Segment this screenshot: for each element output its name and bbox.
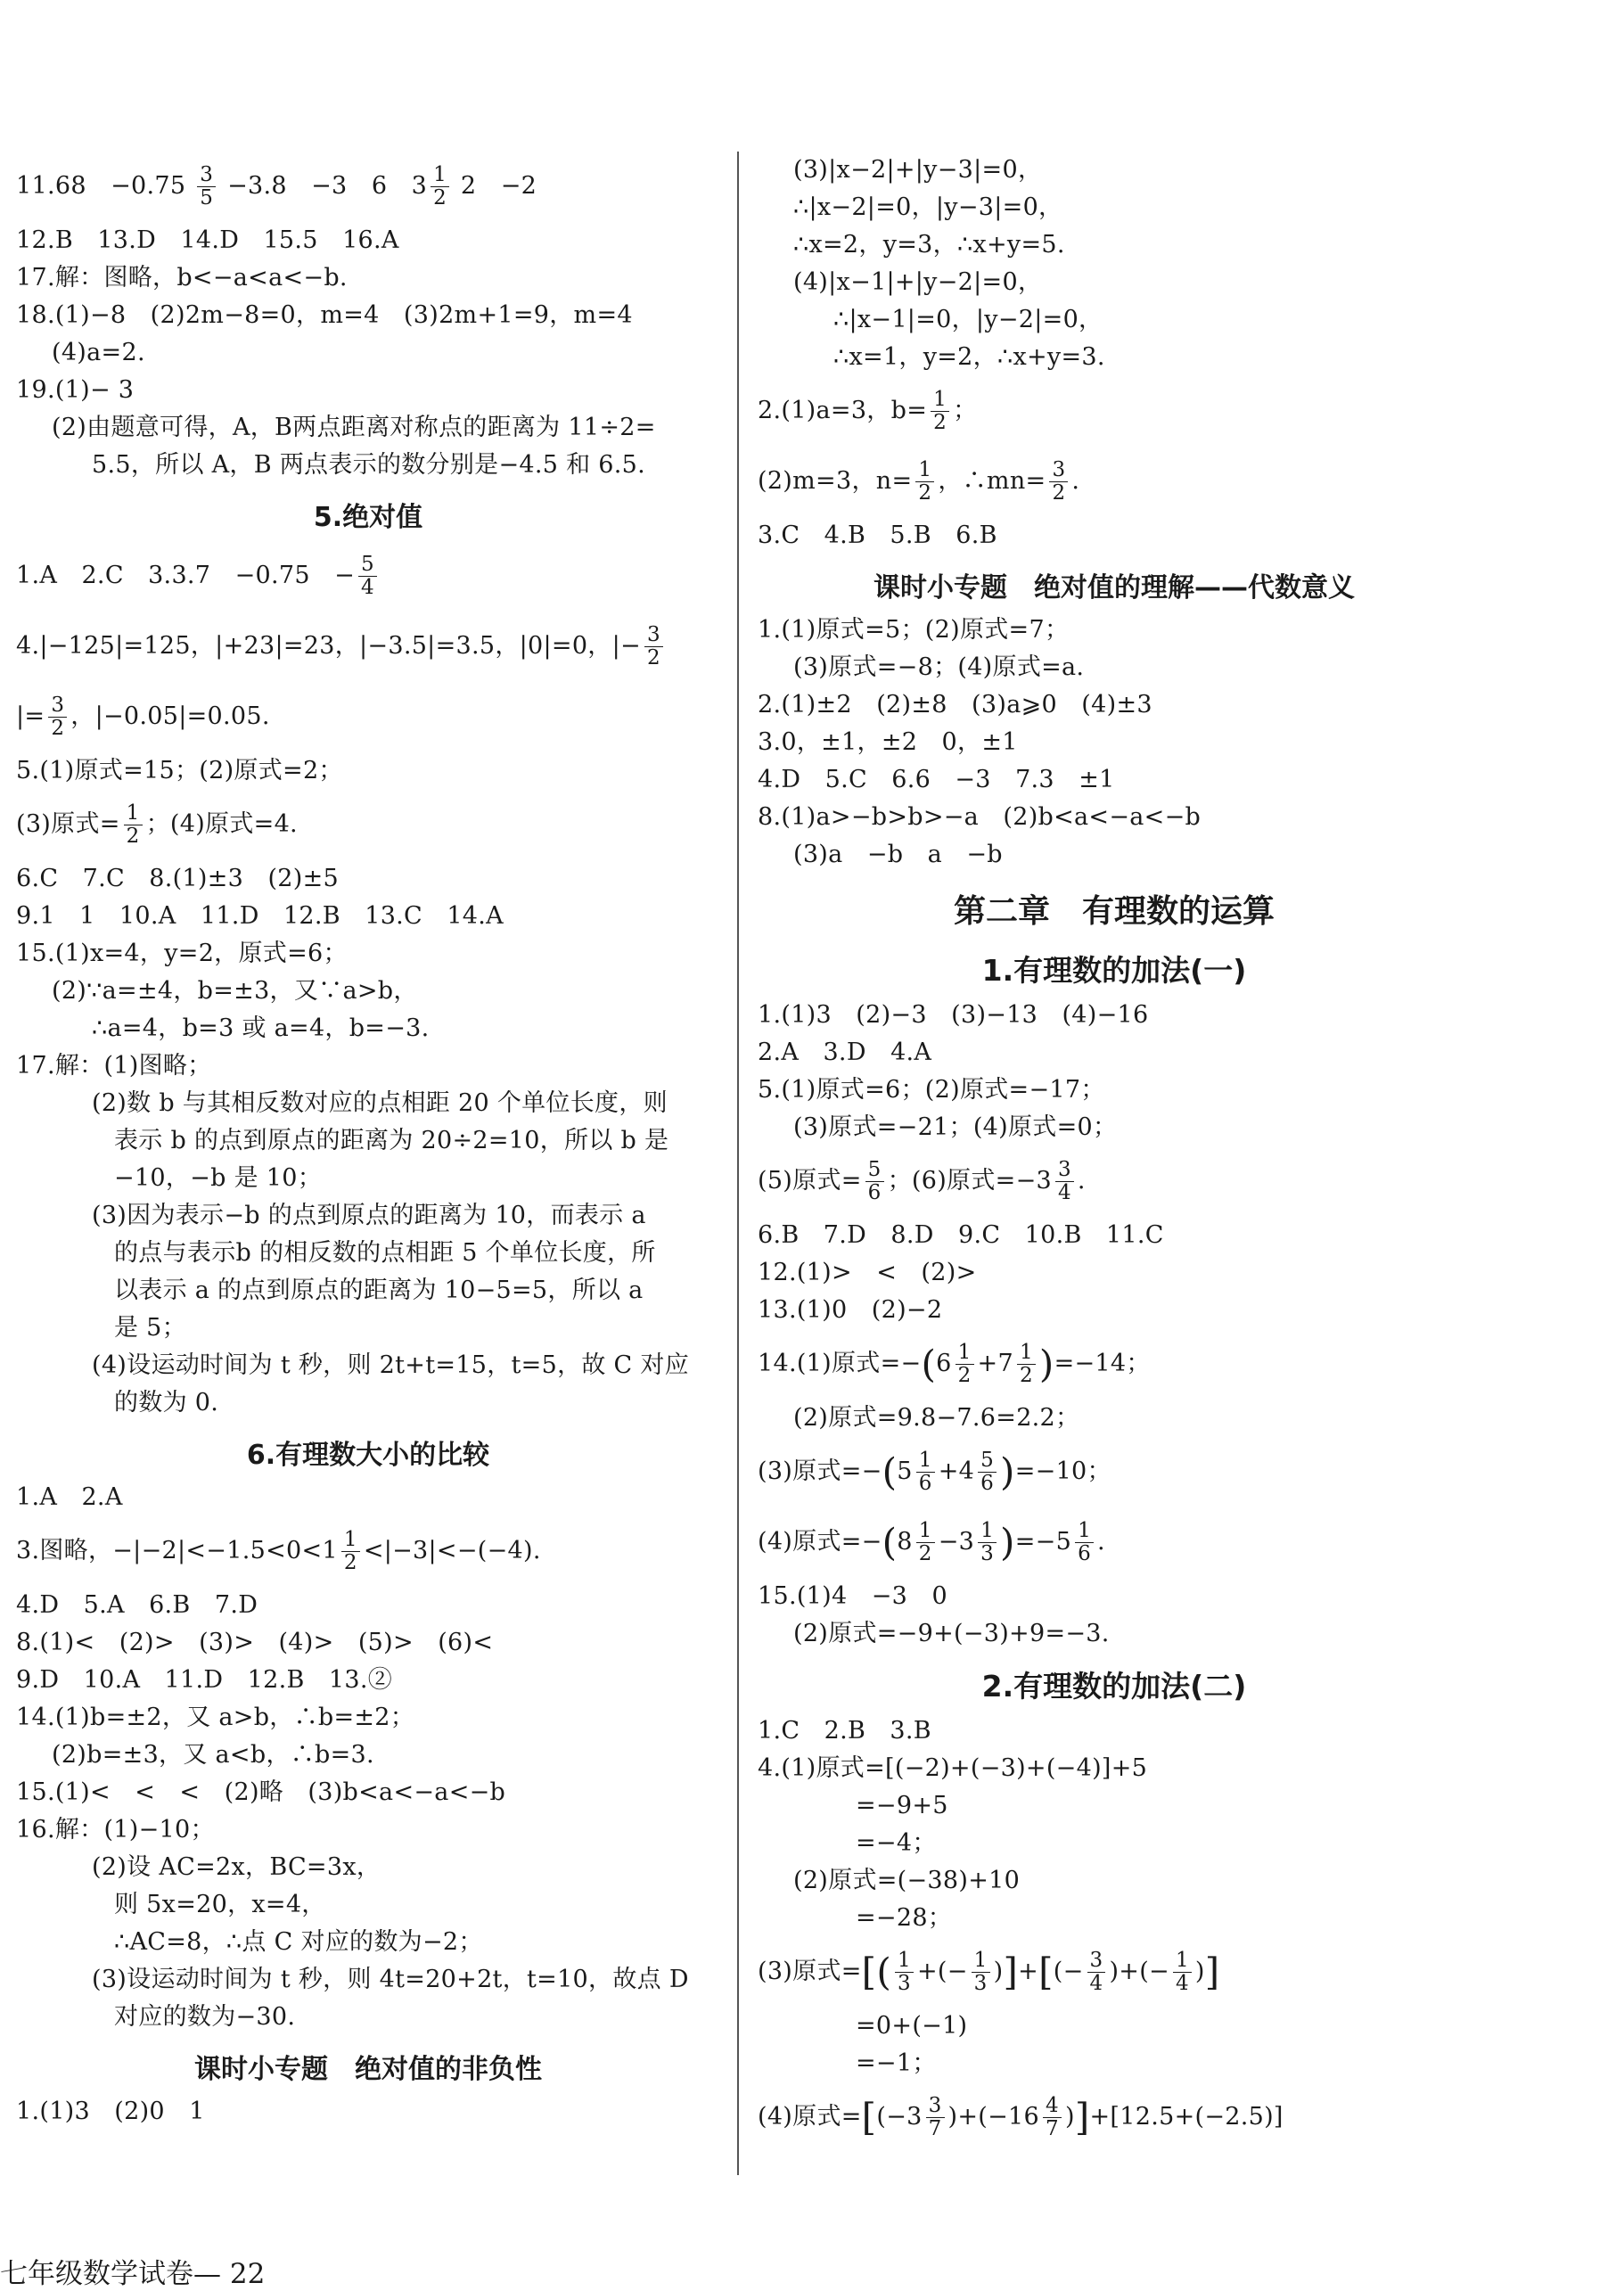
answer-line: (2)由题意可得，A，B两点距离对称点的距离为 11÷2=	[52, 414, 656, 441]
answer-line: (5)原式= $\frac{5}{6}$ ；(6)原式=−3 $\frac{3}{4}$ .	[758, 1158, 1086, 1204]
section-heading: 6.有理数大小的比较	[246, 1440, 490, 1471]
answer-line: =−9+5	[856, 1792, 948, 1819]
answer-line: 1.A 2.A	[16, 1483, 123, 1511]
fraction: $\frac{1}{6}$	[1075, 1520, 1094, 1565]
answer-line: 11.68 −0.75 $\frac{3}{5}$ −3.8 −3 6 3 $\frac{1}{2}$ 2 −2	[16, 163, 537, 209]
answer-line: =−28；	[856, 1904, 953, 1932]
answer-line: (3)a −b a −b	[793, 841, 1003, 868]
answer-line: 14.(1)b=±2，又 a>b，∴b=±2；	[16, 1704, 415, 1731]
answer-line: 4.D 5.C 6.6 −3 7.3 ±1	[758, 766, 1115, 793]
answer-line: 9.D 10.A 11.D 12.B 13.②	[16, 1666, 393, 1694]
answer-line: (2)原式=9.8−7.6=2.2；	[793, 1404, 1080, 1432]
answer-line: 15.(1)x=4，y=2，原式=6；	[16, 940, 348, 967]
answer-line: ∴|x−1|=0，|y−2|=0，	[833, 306, 1103, 333]
fraction: $\frac{1}{2}$	[124, 802, 143, 848]
answer-line: 19.(1)− 3	[16, 376, 135, 404]
answer-line: 是 5；	[114, 1314, 186, 1342]
answer-line: (4)原式=−(8 $\frac{1}{2}$ −3 $\frac{1}{3}$ )=−5 $\frac{1}{6}$ .	[758, 1519, 1105, 1565]
fraction: $\frac{3}{4}$	[1087, 1950, 1106, 1995]
answer-line: ∴x=2，y=3，∴x+y=5.	[793, 231, 1065, 259]
answer-line: 17.解：(1)图略；	[16, 1052, 212, 1080]
answer-line: 17.解：图略，b<−a<a<−b.	[16, 264, 348, 292]
answer-line: 以表示 a 的点到原点的距离为 10−5=5，所以 a	[114, 1277, 644, 1304]
answer-line: (2)∵a=±4，b=±3，又∵a>b，	[52, 977, 418, 1005]
answer-line: (3)设运动时间为 t 秒，则 4t=20+2t，t=10，故点 D	[92, 1966, 689, 1993]
fraction: $\frac{1}{2}$	[1017, 1342, 1036, 1387]
section-heading: 课时小专题 绝对值的非负性	[194, 2054, 542, 2085]
fraction: $\frac{3}{5}$	[197, 164, 216, 209]
answer-line: (2)原式=−9+(−3)+9=−3.	[793, 1620, 1110, 1647]
answer-line: 表示 b 的点到原点的距离为 20÷2=10，所以 b 是	[114, 1127, 669, 1154]
answer-line: 4.(1)原式=[(−2)+(−3)+(−4)]+5	[758, 1754, 1148, 1782]
answer-line: (4)a=2.	[52, 339, 145, 366]
answer-line: ∴a=4，b=3 或 a=4，b=−3.	[92, 1014, 430, 1042]
answer-line: (2)b=±3，又 a<b，∴b=3.	[52, 1741, 374, 1769]
answer-line: 13.(1)0 (2)−2	[758, 1296, 943, 1324]
answer-line: 1.(1)原式=5；(2)原式=7；	[758, 616, 1070, 644]
answer-line: 14.(1)原式=−(6 $\frac{1}{2}$ +7 $\frac{1}{2}$ )=−14；	[758, 1341, 1151, 1387]
fraction: $\frac{1}{6}$	[916, 1449, 935, 1495]
answer-line: 的点与表示b 的相反数的点相距 5 个单位长度，所	[114, 1239, 656, 1267]
answer-line: |= $\frac{3}{2}$ ，|−0.05|=0.05.	[16, 694, 270, 740]
fraction: $\frac{1}{3}$	[895, 1950, 914, 1995]
fraction: $\frac{1}{2}$	[916, 1520, 935, 1565]
fraction: $\frac{5}{6}$	[865, 1159, 884, 1204]
answer-line: (2)原式=(−38)+10	[793, 1867, 1021, 1894]
answer-line: 18.(1)−8 (2)2m−8=0，m=4 (3)2m+1=9，m=4	[16, 301, 633, 329]
fraction: $\frac{1}{2}$	[431, 164, 449, 209]
answer-line: ∴AC=8，∴点 C 对应的数为−2；	[114, 1928, 483, 1956]
answer-line: 9.1 1 10.A 11.D 12.B 13.C 14.A	[16, 902, 504, 930]
fraction: $\frac{1}{2}$	[341, 1529, 360, 1574]
fraction: $\frac{1}{4}$	[1173, 1950, 1192, 1995]
answer-line: 2.A 3.D 4.A	[758, 1039, 932, 1066]
answer-line: (3)|x−2|+|y−3|=0，	[793, 156, 1043, 184]
answer-line: 1.(1)3 (2)−3 (3)−13 (4)−16	[758, 1001, 1149, 1029]
answer-line: (3)原式= $\frac{1}{2}$ ；(4)原式=4.	[16, 801, 298, 848]
answer-line: 3.C 4.B 5.B 6.B	[758, 521, 997, 549]
answer-line: (3)原式=[( $\frac{1}{3}$ +(− $\frac{1}{3}$ )]+[(− $\frac{3}{4}$ )+(− $\frac{1}{4}$ )]	[758, 1949, 1220, 1995]
page-footer: 七年级数学试卷— 22	[0, 2258, 266, 2290]
answer-line: (2)m=3，n= $\frac{1}{2}$ ，∴mn= $\frac{3}{2}$ .	[758, 458, 1080, 505]
answer-line: (3)因为表示−b 的点到原点的距离为 10，而表示 a	[92, 1202, 646, 1229]
answer-line: 5.(1)原式=15；(2)原式=2；	[16, 757, 343, 784]
answer-line: 15.(1)< < < (2)略 (3)b<a<−a<−b	[16, 1778, 506, 1806]
answer-line: (2)设 AC=2x，BC=3x，	[92, 1853, 381, 1881]
chapter-heading: 第二章 有理数的运算	[953, 893, 1275, 930]
answer-line: 15.(1)4 −3 0	[758, 1582, 947, 1610]
fraction: $\frac{5}{4}$	[358, 554, 377, 599]
fraction: $\frac{1}{2}$	[931, 389, 949, 434]
section-heading: 1.有理数的加法(一)	[981, 953, 1247, 988]
answer-line: ∴|x−2|=0，|y−3|=0，	[793, 193, 1063, 221]
answer-line: 12.B 13.D 14.D 15.5 16.A	[16, 226, 399, 254]
answer-line: 1.C 2.B 3.B	[758, 1717, 931, 1745]
answer-line: (3)原式=−21；(4)原式=0；	[793, 1113, 1118, 1141]
answer-line: 6.B 7.D 8.D 9.C 10.B 11.C	[758, 1221, 1164, 1249]
answer-line: −10，−b 是 10；	[114, 1164, 323, 1192]
answer-line: 8.(1)a>−b>b>−a (2)b<a<−a<−b	[758, 803, 1202, 831]
answer-line: 1.(1)3 (2)0 1	[16, 2098, 205, 2125]
fraction: $\frac{3}{4}$	[1055, 1159, 1074, 1204]
section-heading: 5.绝对值	[313, 502, 423, 533]
answer-line: 5.5，所以 A，B 两点表示的数分别是−4.5 和 6.5.	[92, 451, 645, 479]
answer-line: 3.0，±1，±2 0，±1	[758, 728, 1018, 756]
answer-line: (4)设运动时间为 t 秒，则 2t+t=15，t=5，故 C 对应	[92, 1351, 689, 1379]
answer-line: 8.(1)< (2)> (3)> (4)> (5)> (6)<	[16, 1629, 494, 1656]
answer-line: =−4；	[856, 1829, 937, 1857]
fraction: $\frac{1}{3}$	[978, 1520, 997, 1565]
right-column	[758, 152, 1471, 2153]
answer-line: 则 5x=20，x=4，	[114, 1891, 326, 1918]
fraction: $\frac{1}{3}$	[972, 1950, 990, 1995]
answer-line: 16.解：(1)−10；	[16, 1816, 215, 1843]
answer-line: 对应的数为−30.	[114, 2003, 296, 2031]
answer-line: 2.(1)±2 (2)±8 (3)a⩾0 (4)±3	[758, 691, 1152, 719]
section-heading: 2.有理数的加法(二)	[981, 1669, 1247, 1704]
left-column	[16, 152, 720, 2131]
answer-line: 的数为 0.	[114, 1389, 219, 1416]
answer-line: (4)原式=[(−3 $\frac{3}{7}$ )+(−16 $\frac{4}{7}$ )]+[12.5+(−2.5)]	[758, 2094, 1284, 2140]
fraction: $\frac{3}{7}$	[926, 2095, 945, 2140]
answer-line: 3.图略，−|−2|<−1.5<0<1 $\frac{1}{2}$ <|−3|<−(−4).	[16, 1528, 541, 1574]
answer-line: (4)|x−1|+|y−2|=0，	[793, 268, 1043, 296]
fraction: $\frac{5}{6}$	[978, 1449, 997, 1495]
column-divider	[737, 152, 739, 2175]
answer-line: 12.(1)> < (2)>	[758, 1259, 977, 1286]
answer-line: 4.D 5.A 6.B 7.D	[16, 1591, 258, 1619]
fraction: $\frac{1}{2}$	[915, 459, 934, 505]
answer-line: (3)原式=−(5 $\frac{1}{6}$ +4 $\frac{5}{6}$ )=−10；	[758, 1449, 1111, 1495]
fraction: $\frac{4}{7}$	[1043, 2095, 1062, 2140]
section-heading: 课时小专题 绝对值的理解——代数意义	[874, 572, 1355, 604]
fraction: $\frac{3}{2}$	[48, 694, 67, 740]
answer-line: 1.A 2.C 3.3.7 −0.75 − $\frac{5}{4}$	[16, 541, 720, 612]
answer-line: =−1；	[856, 2049, 937, 2077]
answer-line: (3)原式=−8；(4)原式=a.	[793, 653, 1085, 681]
fraction: $\frac{1}{2}$	[956, 1342, 974, 1387]
fraction: $\frac{3}{2}$	[644, 624, 663, 669]
answer-line: 5.(1)原式=6；(2)原式=−17；	[758, 1076, 1105, 1104]
answer-line: ∴x=1，y=2，∴x+y=3.	[833, 343, 1105, 371]
fraction: $\frac{3}{2}$	[1049, 459, 1068, 505]
answer-line: 6.C 7.C 8.(1)±3 (2)±5	[16, 865, 339, 892]
answer-line: =0+(−1)	[856, 2012, 968, 2040]
answer-line: 4.|−125|=125，|+23|=23，|−3.5|=3.5，|0|=0，|− $\frac{3}{2}$	[16, 612, 720, 682]
answer-line: (2)数 b 与其相反数对应的点相距 20 个单位长度，则	[92, 1089, 668, 1117]
answer-line: 2.(1)a=3，b= $\frac{1}{2}$ ；	[758, 388, 978, 434]
